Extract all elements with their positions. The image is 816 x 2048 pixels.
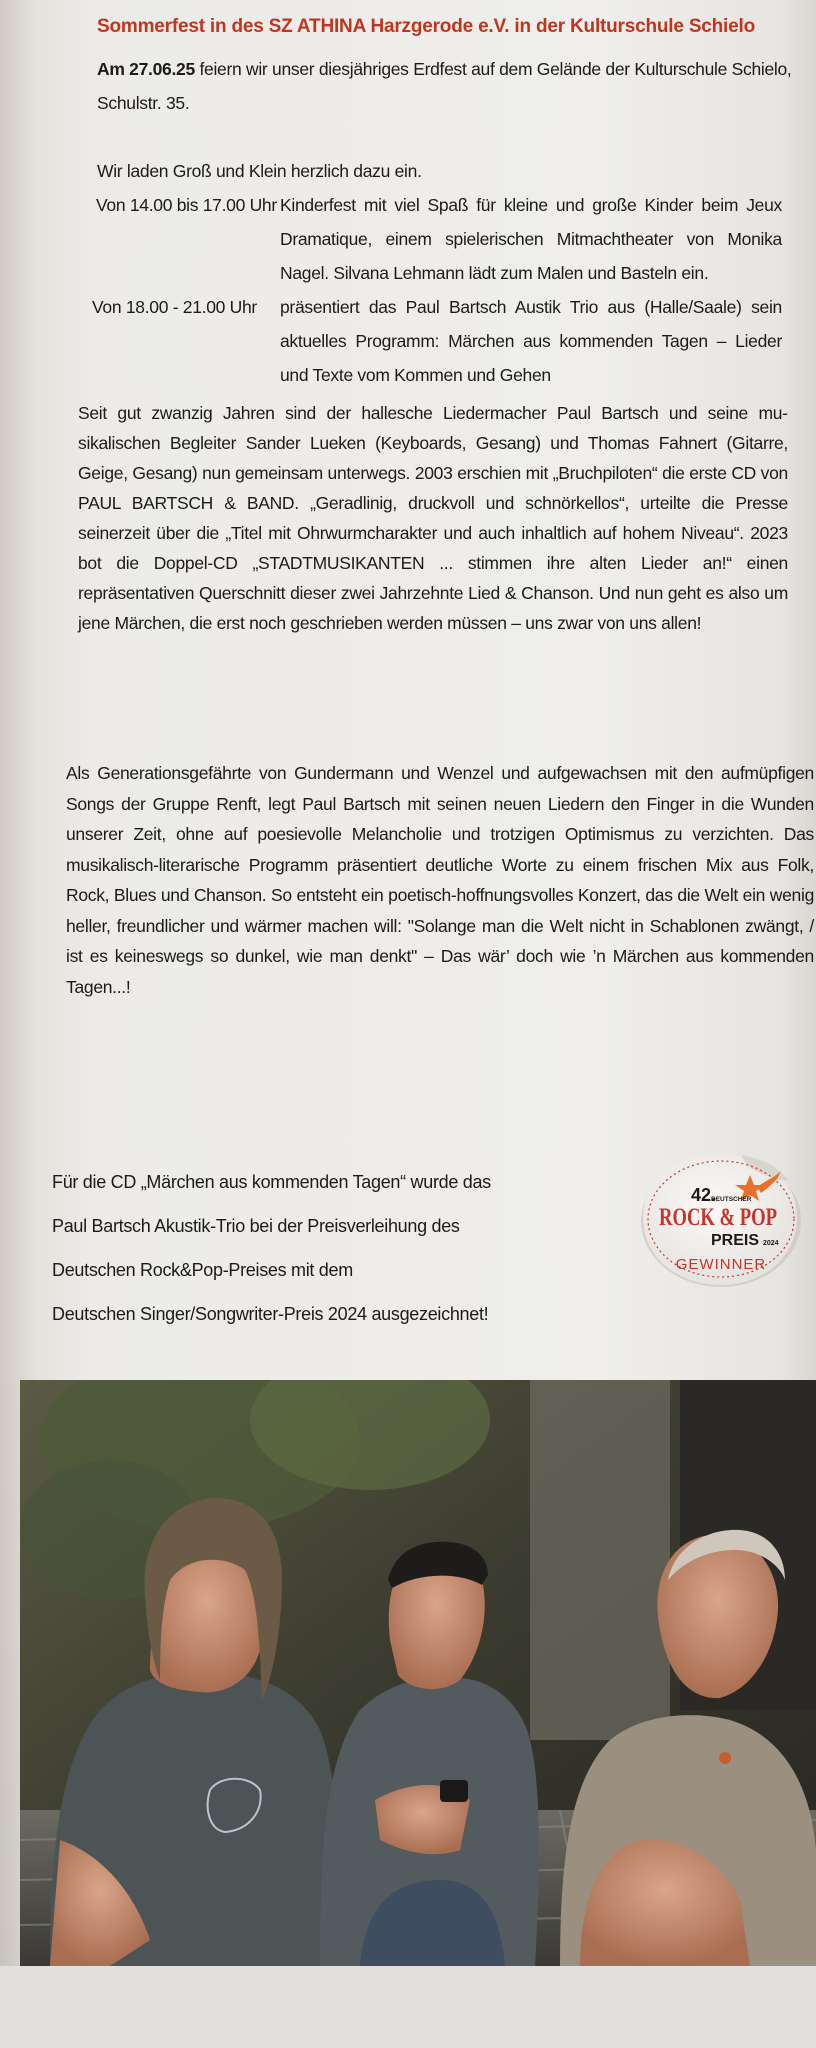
page-bottom-margin (0, 1966, 816, 2048)
award-statement (52, 1160, 652, 1336)
badge-year: 2024 (763, 1240, 779, 1247)
event-invitation: Wir laden Groß und Klein herzlich dazu ein. (97, 161, 422, 181)
schedule-time: Von 18.00 - 21.00 Uhr (92, 297, 257, 317)
badge-brand: ROCK & POP (659, 1204, 777, 1231)
event-intro-line (97, 52, 797, 120)
article-paragraph-1: Seit gut zwanzig Jahren sind der hallesche Liedermacher Paul Bartsch und seine musikalischen Begleiter Sander Lueken (Keyboards, Gesang) und Thomas Fahnert (Gitarre, Geige, Gesang) nun gemeinsam unterwegs. 2003 erschien mit „Bruchpiloten“ die erste CD von PAUL BARTSCH & BAND. „Geradlinig, druckvoll und schnörkellos“, urteilte die Presse seinerzeit über die „Titel mit Ohrwurmcharakter und auch inhaltlich auf hohem Niveau“. 2023 bot die Doppel-CD „STADTMUSIKANTEN ... stimmen ihre alten Lieder an!“ einen repräsentativen Querschnitt dieser zwei Jahrzehnte Lied & Chanson. Und nun geht es also um jene Märchen, die erst noch geschrieben werden müssen – uns zwar von uns allen! (78, 403, 788, 633)
band-photo-illustration (20, 1380, 816, 1966)
badge-preis: PREIS (711, 1232, 760, 1249)
event-intro (97, 52, 797, 120)
event-intro-text: feiern wir unser diesjähriges Erdfest auf dem Gelände der Kulturschule Schielo, Schulstr. 35. (97, 59, 792, 113)
award-badge-sticker (629, 1135, 807, 1295)
award-line: Deutschen Rock&Pop-Preises mit dem (52, 1260, 353, 1280)
article-paragraph-2: Als Generationsgefährte von Gundermann und Wenzel und aufgewachsen mit den aufmüpfigen Songs der Gruppe Renft, legt Paul Bartsch mit seinen neuen Liedern den Finger in die Wunden unserer Zeit, ohne auf poesievolle Melancholie und trotzigen Optimismus zu verzichten. Das musikalisch-literarische Programm präsentiert deutliche Worte zu einem frischen Mix aus Folk, Rock, Blues und Chanson. So entsteht ein poetisch-hoffnungsvolles Konzert, das die Welt ein wenig heller, freundlicher und wärmer machen will: "Solange man die Welt nicht in Schablonen zwängt, / ist es keineswegs so dunkel, wie man denkt" – Das wär’ doch wie ’n Märchen aus kommenden Tagen...! (66, 763, 814, 997)
badge-subtitle: DEUTSCHER (711, 1196, 752, 1203)
badge-winner: GEWINNER (675, 1256, 767, 1273)
schedule-time: Von 14.00 bis 17.00 Uhr (96, 195, 277, 215)
schedule-row (92, 290, 782, 392)
award-badge (629, 1135, 807, 1295)
award-line: Deutschen Singer/Songwriter-Preis 2024 ausgezeichnet! (52, 1304, 489, 1324)
schedule-description: präsentiert das Paul Bartsch Austik Trio aus (Halle/Saale) sein aktuelles Programm: Märchen aus kommenden Tagen – Lieder und Texte vom Kommen und Gehen (280, 297, 782, 385)
band-photo (20, 1380, 816, 1966)
event-date: Am 27.06.25 (97, 59, 195, 79)
schedule-description: Kinderfest mit viel Spaß für kleine und große Kinder beim Jeux Dramatique, einem spielerischen Mitmachtheater von Monika Nagel. Silvana Lehmann lädt zum Malen und Basteln ein. (280, 195, 782, 283)
award-line: Für die CD „Märchen aus kommenden Tagen“ wurde das (52, 1172, 491, 1192)
badge-edition: 42. (691, 1185, 717, 1205)
award-line: Paul Bartsch Akustik-Trio bei der Preisverleihung des (52, 1216, 460, 1236)
schedule-row (92, 188, 782, 290)
event-schedule (92, 154, 782, 392)
event-title: Sommerfest in des SZ ATHINA Harzgerode e.V. in der Kulturschule Schielo (97, 16, 755, 37)
